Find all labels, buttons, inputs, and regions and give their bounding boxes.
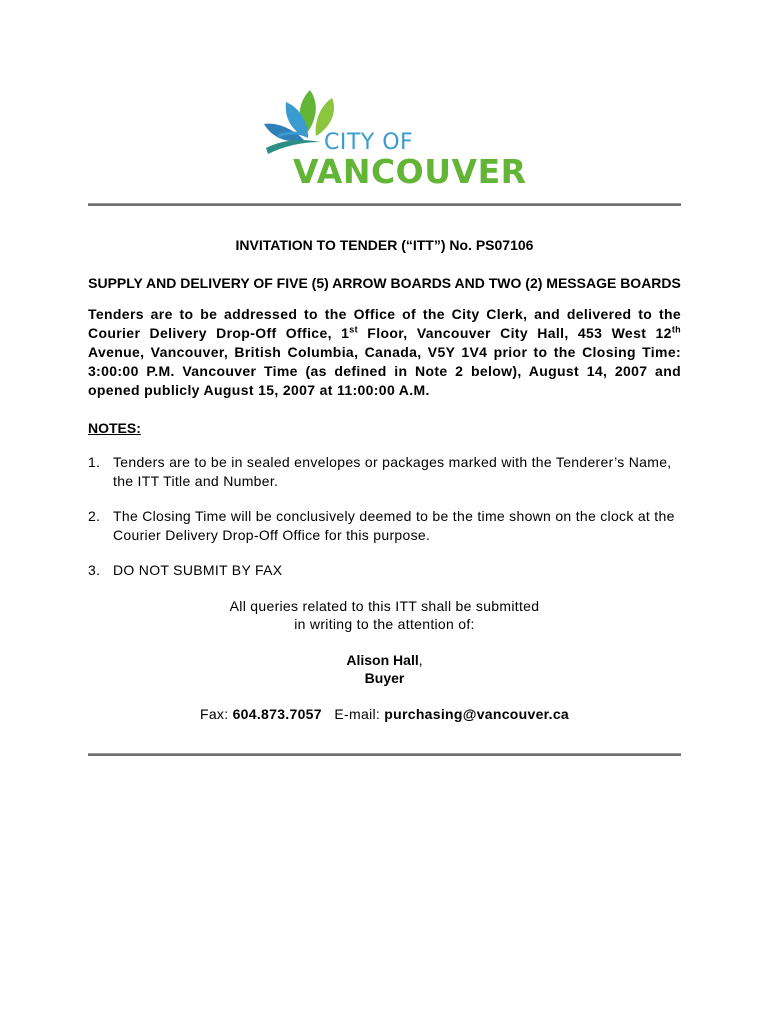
intro-part-1: Tenders are to be addressed to the Office of the City Clerk, and delivered to the Courier Delivery Drop-Off Office, 1 [88, 306, 681, 341]
fax-number: 604.873.7057 [232, 706, 322, 722]
submission-instructions [88, 305, 681, 400]
notes-heading: NOTES: [88, 420, 141, 436]
contact-name-comma: , [418, 652, 423, 668]
contact-details [88, 705, 681, 724]
document-title: INVITATION TO TENDER (“ITT”) No. PS07106 [235, 237, 534, 253]
logo-text-city-of: CITY OF [324, 130, 414, 155]
contact-name: Alison Hall [346, 652, 419, 668]
queries-line-2: in writing to the attention of: [294, 616, 475, 632]
note-text: Tenders are to be in sealed envelopes or packages marked with the Tenderer’s Name, the ITT Title and Number. [113, 454, 672, 489]
email-label: E-mail: [334, 706, 385, 722]
note-text: DO NOT SUBMIT BY FAX [113, 562, 283, 578]
note-item [88, 507, 681, 545]
top-divider [88, 203, 681, 206]
city-of-vancouver-logo [258, 88, 527, 198]
contact-name-line [88, 651, 681, 670]
logo-text-vancouver: VANCOUVER [293, 152, 527, 191]
email-address: purchasing@vancouver.ca [384, 706, 570, 722]
intro-superscript-st: st [349, 324, 358, 335]
queries-line-1: All queries related to this ITT shall be submitted [229, 598, 540, 614]
fax-label: Fax: [199, 706, 233, 722]
bottom-divider [88, 753, 681, 756]
note-item [88, 561, 681, 580]
note-text: The Closing Time will be conclusively deemed to be the time shown on the clock at the Courier Delivery Drop-Off Office for this purpose. [113, 508, 675, 543]
note-number: 3. [88, 562, 101, 578]
contact-role: Buyer [364, 670, 405, 686]
intro-superscript-th: th [671, 324, 682, 335]
intro-part-3: Avenue, Vancouver, British Columbia, Canada, V5Y 1V4 prior to the Closing Time: 3:00:00 P.M. Vancouver Time (as defined in Note 2 below), August 14, 2007 and opened publicly August 15, 2007 at 11:00:00 A.M. [88, 344, 681, 398]
intro-part-2: Floor, Vancouver City Hall, 453 West 12 [357, 325, 672, 341]
note-number: 1. [88, 454, 101, 470]
document-subtitle: SUPPLY AND DELIVERY OF FIVE (5) ARROW BOARDS AND TWO (2) MESSAGE BOARDS [88, 275, 681, 291]
note-item [88, 453, 681, 491]
note-number: 2. [88, 508, 101, 524]
